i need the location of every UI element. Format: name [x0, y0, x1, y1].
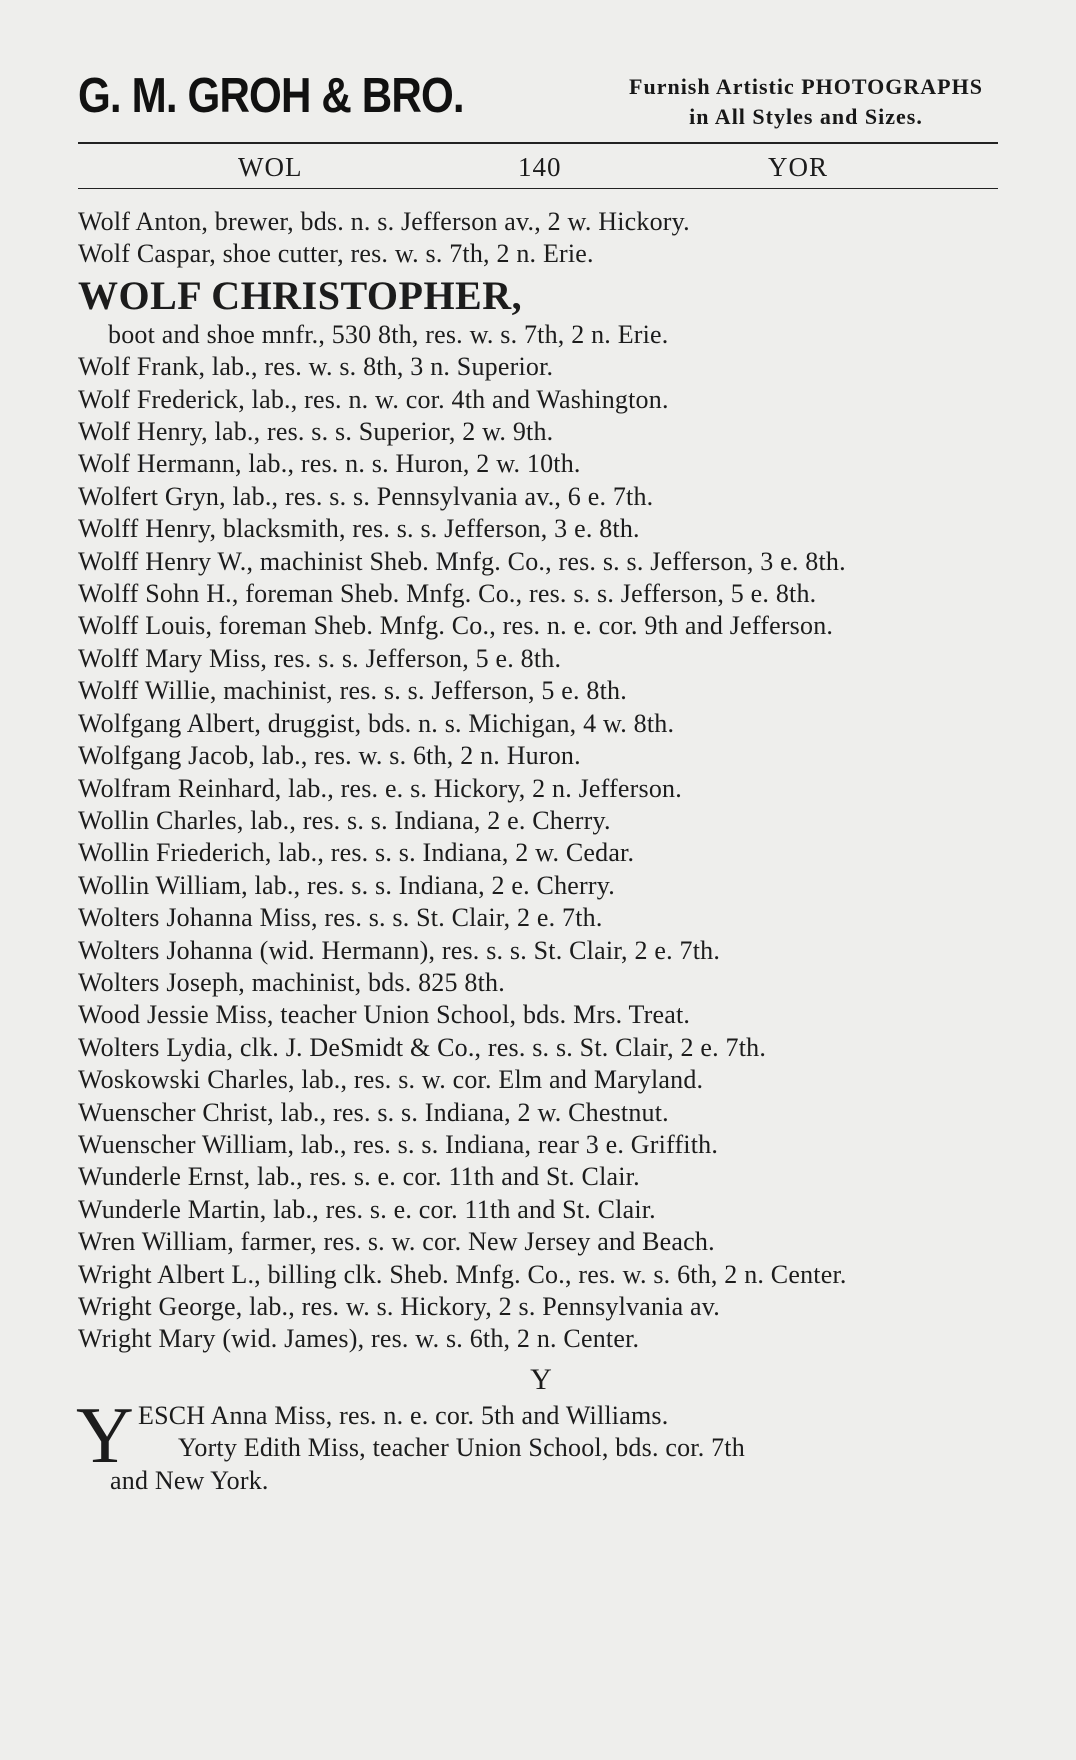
- directory-entry: Wolfgang Albert, druggist, bds. n. s. Michigan, 4 w. 8th.: [78, 708, 675, 738]
- entry-text: ESCH Anna Miss, res. n. e. cor. 5th and Williams.: [138, 1400, 669, 1430]
- directory-entry: Wolf Frederick, lab., res. n. w. cor. 4th and Washington.: [78, 384, 669, 414]
- directory-entry: Wolters Johanna Miss, res. s. s. St. Clair, 2 e. 7th.: [78, 903, 603, 933]
- directory-entry: Wolff Sohn H., foreman Sheb. Mnfg. Co., res. s. s. Jefferson, 5 e. 8th.: [78, 579, 817, 609]
- directory-entry: Wolff Henry, blacksmith, res. s. s. Jefferson, 3 e. 8th.: [78, 514, 640, 544]
- directory-entry: Wolff Louis, foreman Sheb. Mnfg. Co., res. n. e. cor. 9th and Jefferson.: [78, 611, 834, 641]
- directory-entry: Wunderle Ernst, lab., res. s. e. cor. 11th and St. Clair.: [78, 1162, 640, 1192]
- featured-entry-name: WOLF CHRISTOPHER,: [78, 272, 523, 318]
- directory-entry: [76, 1391, 1004, 1497]
- directory-entry: Wolters Lydia, clk. J. DeSmidt & Co., res. s. s. St. Clair, 2 e. 7th.: [78, 1032, 767, 1062]
- page-number: 140: [518, 152, 562, 182]
- entry-text: Yorty Edith Miss, teacher Union School, bds. cor. 7th: [178, 1433, 745, 1463]
- directory-entry: Wolf Henry, lab., res. s. s. Superior, 2 w. 9th.: [78, 417, 554, 447]
- guide-word-left: WOL: [238, 152, 303, 182]
- directory-entry: Wolff Henry W., machinist Sheb. Mnfg. Co., res. s. s. Jefferson, 3 e. 8th.: [78, 546, 846, 576]
- advertisement-header: [78, 62, 1008, 144]
- directory-entries: [78, 351, 1004, 1356]
- guide-word-right: YOR: [768, 152, 829, 182]
- section-letter: Y: [530, 1362, 552, 1396]
- tagline-line-2: in All Styles and Sizes.: [689, 104, 923, 129]
- tagline-line-1: Furnish Artistic PHOTOGRAPHS: [629, 74, 983, 99]
- directory-listing: [78, 206, 1004, 1497]
- directory-entry: Wollin Friederich, lab., res. s. s. Indiana, 2 w. Cedar.: [78, 838, 635, 868]
- advertisement-tagline: [526, 72, 1076, 132]
- directory-entry: Woskowski Charles, lab., res. s. w. cor. Elm and Maryland.: [78, 1065, 704, 1095]
- directory-entry: Wollin Charles, lab., res. s. s. Indiana, 2 e. Cherry.: [78, 805, 611, 835]
- directory-entry: Wollin William, lab., res. s. s. Indiana, 2 e. Cherry.: [78, 870, 615, 900]
- directory-entry: Wright Mary (wid. James), res. w. s. 6th, 2 n. Center.: [78, 1324, 640, 1354]
- directory-entry: Wolfert Gryn, lab., res. s. s. Pennsylvania av., 6 e. 7th.: [78, 481, 654, 511]
- directory-entry: Wolff Mary Miss, res. s. s. Jefferson, 5 e. 8th.: [78, 643, 562, 673]
- entry-text: and New York.: [110, 1465, 269, 1495]
- directory-entry: Wolf Hermann, lab., res. n. s. Huron, 2 w. 10th.: [78, 449, 581, 479]
- directory-entry: Wuenscher William, lab., res. s. s. Indiana, rear 3 e. Griffith.: [78, 1129, 719, 1159]
- business-name: G. M. GROH & BRO.: [78, 69, 464, 123]
- directory-entry: Wolters Joseph, machinist, bds. 825 8th.: [78, 967, 505, 997]
- drop-cap: Y: [76, 1391, 134, 1480]
- directory-entry: Wunderle Martin, lab., res. s. e. cor. 11th and St. Clair.: [78, 1194, 656, 1224]
- directory-entry: Wolf Anton, brewer, bds. n. s. Jefferson av., 2 w. Hickory.: [78, 207, 690, 236]
- directory-entry: Wright Albert L., billing clk. Sheb. Mnfg. Co., res. w. s. 6th, 2 n. Center.: [78, 1259, 847, 1289]
- directory-entry: Wolfgang Jacob, lab., res. w. s. 6th, 2 n. Huron.: [78, 741, 581, 771]
- directory-entry: Wood Jessie Miss, teacher Union School, bds. Mrs. Treat.: [78, 1000, 691, 1030]
- directory-entry: Wolff Willie, machinist, res. s. s. Jefferson, 5 e. 8th.: [78, 676, 627, 706]
- header-rule: [78, 142, 998, 144]
- directory-entry: Wolf Caspar, shoe cutter, res. w. s. 7th, 2 n. Erie.: [78, 239, 594, 269]
- directory-entry: Wright George, lab., res. w. s. Hickory, 2 s. Pennsylvania av.: [78, 1292, 720, 1321]
- directory-entry: Wuenscher Christ, lab., res. s. s. Indiana, 2 w. Chestnut.: [78, 1097, 669, 1127]
- directory-entry: Wolfram Reinhard, lab., res. e. s. Hickory, 2 n. Jefferson.: [78, 773, 682, 803]
- running-head: [78, 148, 998, 186]
- featured-entry-detail: boot and shoe mnfr., 530 8th, res. w. s. 7th, 2 n. Erie.: [108, 319, 669, 349]
- directory-entry: Wren William, farmer, res. s. w. cor. New Jersey and Beach.: [78, 1227, 715, 1257]
- directory-entry: Wolf Frank, lab., res. w. s. 8th, 3 n. Superior.: [78, 352, 554, 382]
- running-head-rule: [78, 188, 998, 189]
- directory-entry: Wolters Johanna (wid. Hermann), res. s. s. St. Clair, 2 e. 7th.: [78, 935, 721, 965]
